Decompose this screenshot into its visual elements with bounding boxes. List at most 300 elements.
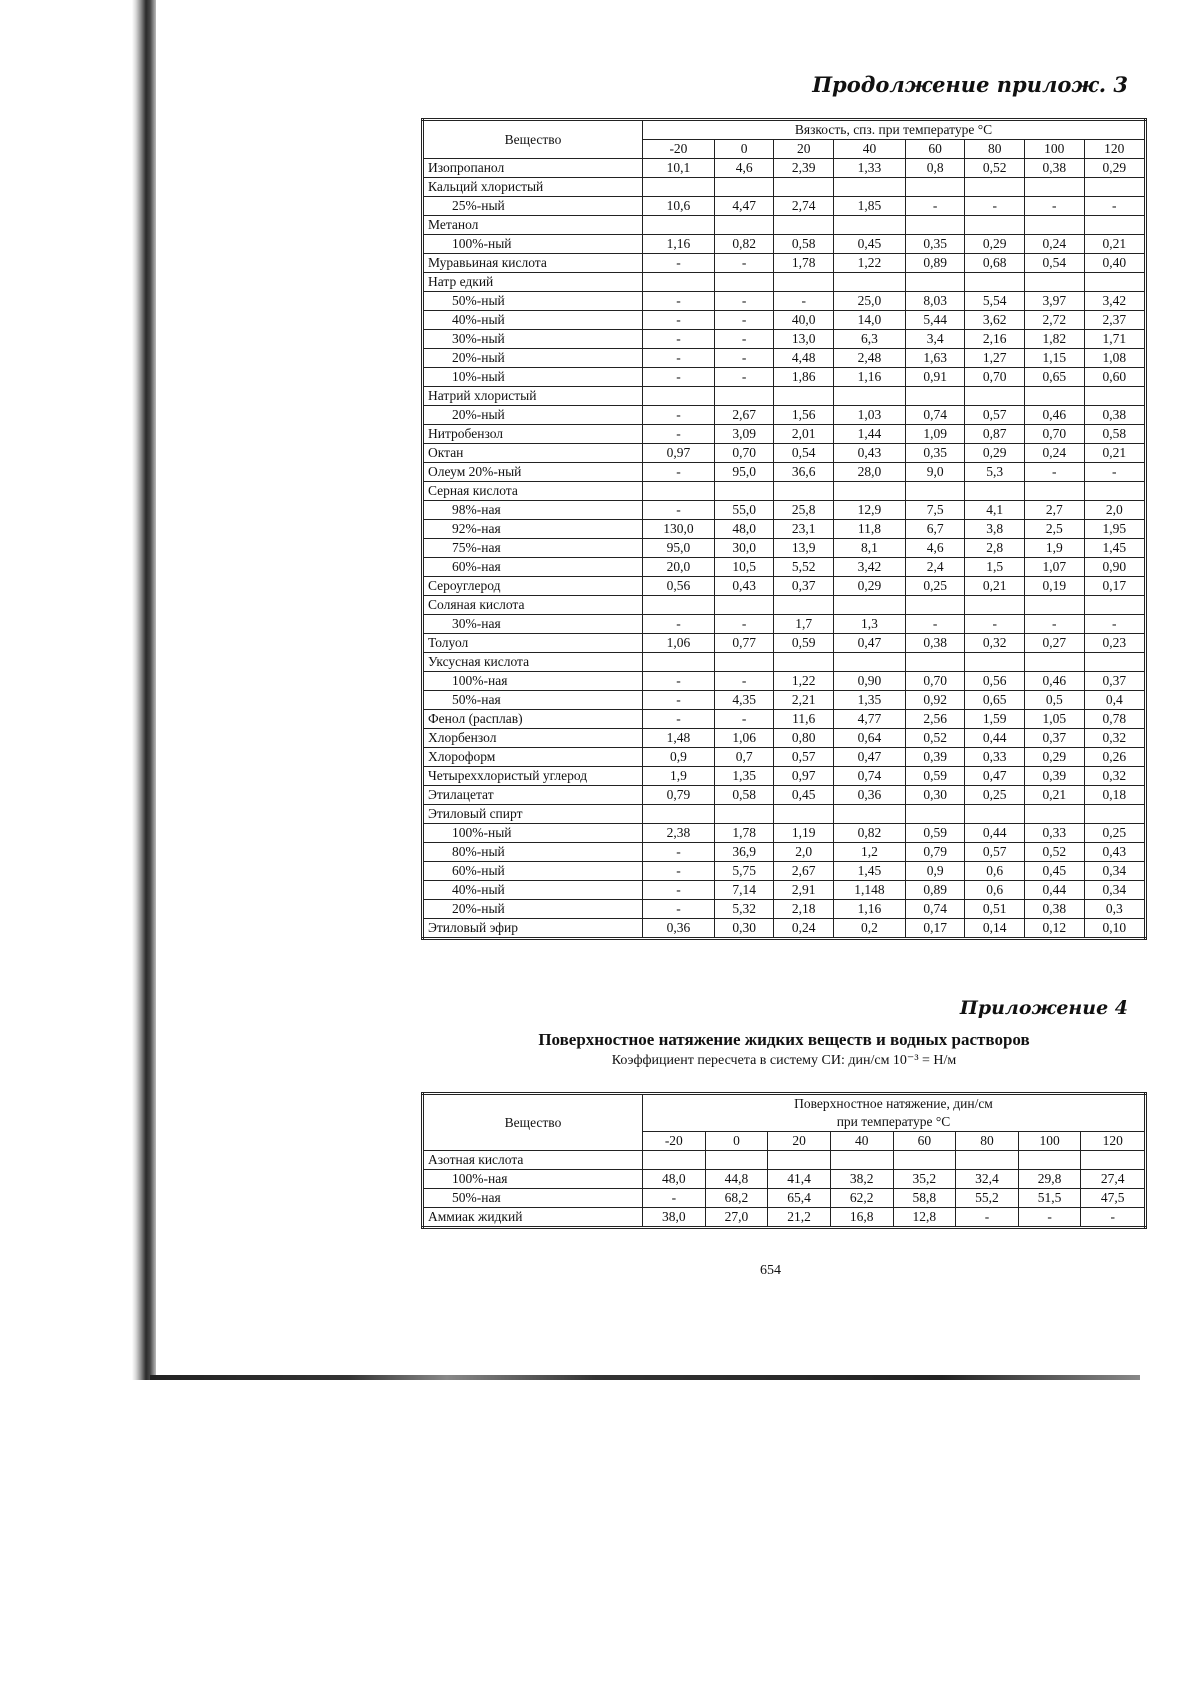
value-cell [1084, 653, 1145, 672]
value-cell [705, 1151, 768, 1170]
value-cell: 0,24 [1025, 444, 1085, 463]
value-cell: - [643, 615, 715, 634]
value-cell [834, 387, 906, 406]
table-row [423, 824, 1146, 843]
temperature-header-cell: 80 [965, 140, 1025, 159]
table-row [423, 1170, 1146, 1189]
value-cell: 5,52 [774, 558, 834, 577]
temperature-header-cell: 0 [705, 1132, 768, 1151]
substance-name-cell: Серная кислота [423, 482, 643, 501]
value-cell: 55,2 [956, 1189, 1019, 1208]
value-cell: 1,09 [905, 425, 965, 444]
value-cell: - [1025, 615, 1085, 634]
value-cell: 0,70 [1025, 425, 1085, 444]
value-cell: - [643, 501, 715, 520]
value-cell: 0,27 [1025, 634, 1085, 653]
value-cell: 0,90 [1084, 558, 1145, 577]
temperature-header-cell: 120 [1081, 1132, 1146, 1151]
value-cell [1025, 178, 1085, 197]
value-cell: 0,58 [714, 786, 774, 805]
value-cell: 0,33 [1025, 824, 1085, 843]
value-cell: 0,21 [1084, 235, 1145, 254]
value-cell: 0,43 [1084, 843, 1145, 862]
value-cell [893, 1151, 956, 1170]
value-cell: - [774, 292, 834, 311]
value-cell: 0,37 [1025, 729, 1085, 748]
substance-name-cell: 40%-ный [423, 311, 643, 330]
value-cell: - [643, 330, 715, 349]
value-cell [965, 596, 1025, 615]
value-cell: 2,8 [965, 539, 1025, 558]
value-cell: 0,45 [834, 235, 906, 254]
value-cell: 0,70 [714, 444, 774, 463]
value-cell: 3,8 [965, 520, 1025, 539]
value-cell: 0,35 [905, 444, 965, 463]
value-cell: 10,1 [643, 159, 715, 178]
value-cell [830, 1151, 893, 1170]
table-row [423, 197, 1146, 216]
value-cell: 5,32 [714, 900, 774, 919]
value-cell [1084, 482, 1145, 501]
value-cell: 0,47 [834, 634, 906, 653]
table-row [423, 919, 1146, 939]
value-cell: - [714, 615, 774, 634]
value-cell: 10,5 [714, 558, 774, 577]
value-cell: 0,52 [965, 159, 1025, 178]
value-cell: - [643, 900, 715, 919]
value-cell: 3,4 [905, 330, 965, 349]
value-cell: 0,30 [905, 786, 965, 805]
value-cell: 0,21 [1025, 786, 1085, 805]
value-cell: 5,75 [714, 862, 774, 881]
value-cell: 0,7 [714, 748, 774, 767]
value-cell [1025, 387, 1085, 406]
value-cell: 40,0 [774, 311, 834, 330]
value-cell: 1,78 [774, 254, 834, 273]
temperature-header-cell: -20 [643, 1132, 706, 1151]
value-cell: - [714, 330, 774, 349]
value-cell: 0,74 [905, 900, 965, 919]
value-cell: 0,65 [1025, 368, 1085, 387]
temperature-header-cell: 40 [834, 140, 906, 159]
value-cell: - [643, 463, 715, 482]
value-cell: 3,62 [965, 311, 1025, 330]
surface-tension-group-header [643, 1094, 1146, 1132]
value-cell: - [643, 292, 715, 311]
value-cell: - [714, 311, 774, 330]
value-cell: - [1025, 197, 1085, 216]
substance-header: Вещество [423, 1094, 643, 1151]
value-cell: 0,34 [1084, 862, 1145, 881]
value-cell: 0,29 [834, 577, 906, 596]
value-cell: 2,5 [1025, 520, 1085, 539]
value-cell: 48,0 [643, 1170, 706, 1189]
table-row [423, 349, 1146, 368]
value-cell: - [643, 881, 715, 900]
value-cell: - [714, 710, 774, 729]
value-cell: 0,44 [965, 824, 1025, 843]
value-cell: 0,3 [1084, 900, 1145, 919]
substance-name-cell: 30%-ная [423, 615, 643, 634]
value-cell: 0,17 [905, 919, 965, 939]
value-cell [774, 387, 834, 406]
substance-name-cell: 50%-ный [423, 292, 643, 311]
value-cell [965, 482, 1025, 501]
value-cell: 1,78 [714, 824, 774, 843]
page-number: 654 [760, 1263, 781, 1278]
substance-name-cell: Аммиак жидкий [423, 1208, 643, 1228]
value-cell: 0,23 [1084, 634, 1145, 653]
substance-name-cell: 75%-ная [423, 539, 643, 558]
substance-name-cell: Изопропанол [423, 159, 643, 178]
value-cell [1081, 1151, 1146, 1170]
value-cell: 0,14 [965, 919, 1025, 939]
temperature-header-cell: 100 [1018, 1132, 1081, 1151]
substance-name-cell: Хлорбензол [423, 729, 643, 748]
value-cell [643, 273, 715, 292]
value-cell: 0,9 [643, 748, 715, 767]
value-cell: - [714, 292, 774, 311]
value-cell: 35,2 [893, 1170, 956, 1189]
value-cell: 0,58 [774, 235, 834, 254]
temperature-header-cell: 60 [893, 1132, 956, 1151]
value-cell: - [965, 197, 1025, 216]
appendix-title: Приложение 4 [959, 997, 1128, 1019]
value-cell: 8,1 [834, 539, 906, 558]
table-row [423, 406, 1146, 425]
value-cell: 1,59 [965, 710, 1025, 729]
surface-tension-table-body [423, 1151, 1146, 1228]
value-cell: 1,35 [714, 767, 774, 786]
substance-name-cell: 20%-ный [423, 349, 643, 368]
substance-name-cell: 60%-ная [423, 558, 643, 577]
substance-name-cell: Метанол [423, 216, 643, 235]
value-cell: 0,59 [774, 634, 834, 653]
value-cell: 0,29 [1025, 748, 1085, 767]
value-cell: 1,48 [643, 729, 715, 748]
substance-name-cell: Этиловый спирт [423, 805, 643, 824]
value-cell: - [965, 615, 1025, 634]
substance-name-cell: 100%-ный [423, 824, 643, 843]
value-cell [1084, 387, 1145, 406]
value-cell: 38,0 [643, 1208, 706, 1228]
value-cell: 27,0 [705, 1208, 768, 1228]
surface-tension-table [421, 1092, 1147, 1229]
value-cell: 0,29 [965, 444, 1025, 463]
value-cell [714, 805, 774, 824]
value-cell: 95,0 [643, 539, 715, 558]
table-row [423, 862, 1146, 881]
value-cell: - [643, 311, 715, 330]
substance-name-cell: Толуол [423, 634, 643, 653]
value-cell: - [643, 710, 715, 729]
value-cell [905, 216, 965, 235]
value-cell: 14,0 [834, 311, 906, 330]
group-header-line1: Поверхностное натяжение, дин/см [794, 1096, 993, 1111]
substance-name-cell: 92%-ная [423, 520, 643, 539]
value-cell: - [643, 254, 715, 273]
value-cell: 0,58 [1084, 425, 1145, 444]
value-cell: - [643, 862, 715, 881]
table-row [423, 558, 1146, 577]
value-cell: 0,34 [1084, 881, 1145, 900]
value-cell [714, 482, 774, 501]
value-cell: 25,8 [774, 501, 834, 520]
value-cell: 36,6 [774, 463, 834, 482]
substance-name-cell: 20%-ный [423, 900, 643, 919]
viscosity-table [421, 118, 1147, 940]
substance-name-cell: Натр едкий [423, 273, 643, 292]
table-row [423, 1189, 1146, 1208]
table-row [423, 178, 1146, 197]
value-cell [1084, 178, 1145, 197]
value-cell: 0,18 [1084, 786, 1145, 805]
value-cell: 0,25 [905, 577, 965, 596]
value-cell: 68,2 [705, 1189, 768, 1208]
value-cell: 2,72 [1025, 311, 1085, 330]
table-row [423, 368, 1146, 387]
substance-name-cell: 98%-ная [423, 501, 643, 520]
substance-name-cell: Этилацетат [423, 786, 643, 805]
substance-name-cell: Фенол (расплав) [423, 710, 643, 729]
value-cell: 0,43 [834, 444, 906, 463]
value-cell: 1,15 [1025, 349, 1085, 368]
table-row [423, 1151, 1146, 1170]
value-cell: 6,7 [905, 520, 965, 539]
value-cell: 0,82 [834, 824, 906, 843]
value-cell: 2,01 [774, 425, 834, 444]
value-cell: 2,37 [1084, 311, 1145, 330]
value-cell: 0,36 [643, 919, 715, 939]
value-cell [1084, 273, 1145, 292]
value-cell: 2,21 [774, 691, 834, 710]
table-row [423, 653, 1146, 672]
value-cell: 1,9 [1025, 539, 1085, 558]
value-cell: - [1018, 1208, 1081, 1228]
value-cell: 4,47 [714, 197, 774, 216]
table-row [423, 311, 1146, 330]
value-cell: 0,44 [1025, 881, 1085, 900]
substance-name-cell: Хлороформ [423, 748, 643, 767]
value-cell: 1,85 [834, 197, 906, 216]
value-cell: - [643, 425, 715, 444]
value-cell: 0,82 [714, 235, 774, 254]
table-row [423, 482, 1146, 501]
substance-name-cell: Олеум 20%-ный [423, 463, 643, 482]
value-cell: 65,4 [768, 1189, 831, 1208]
table-row [423, 539, 1146, 558]
value-cell: 0,35 [905, 235, 965, 254]
value-cell: 0,38 [1025, 159, 1085, 178]
table-row [423, 425, 1146, 444]
value-cell [643, 482, 715, 501]
table-row [423, 786, 1146, 805]
value-cell [965, 653, 1025, 672]
value-cell: 0,90 [834, 672, 906, 691]
value-cell: 1,22 [774, 672, 834, 691]
substance-name-cell: 100%-ная [423, 1170, 643, 1189]
temperature-header-cell: 0 [714, 140, 774, 159]
value-cell [905, 178, 965, 197]
value-cell: 0,87 [965, 425, 1025, 444]
value-cell: 0,43 [714, 577, 774, 596]
value-cell [1025, 596, 1085, 615]
value-cell: 5,54 [965, 292, 1025, 311]
value-cell: 0,19 [1025, 577, 1085, 596]
value-cell: 0,57 [965, 406, 1025, 425]
value-cell: 0,51 [965, 900, 1025, 919]
table-row [423, 159, 1146, 178]
table-row [423, 387, 1146, 406]
temperature-header-cell: 100 [1025, 140, 1085, 159]
value-cell: 1,27 [965, 349, 1025, 368]
value-cell: 0,38 [1025, 900, 1085, 919]
substance-name-cell: 40%-ный [423, 881, 643, 900]
value-cell: 0,92 [905, 691, 965, 710]
value-cell: 0,91 [905, 368, 965, 387]
substance-name-cell: Октан [423, 444, 643, 463]
substance-name-cell: Уксусная кислота [423, 653, 643, 672]
value-cell: - [643, 406, 715, 425]
table-row [423, 292, 1146, 311]
value-cell: - [643, 843, 715, 862]
value-cell: 0,80 [774, 729, 834, 748]
value-cell: 1,44 [834, 425, 906, 444]
value-cell: 47,5 [1081, 1189, 1146, 1208]
value-cell [768, 1151, 831, 1170]
value-cell: 0,24 [774, 919, 834, 939]
value-cell [834, 596, 906, 615]
value-cell: 0,21 [1084, 444, 1145, 463]
value-cell: 0,25 [965, 786, 1025, 805]
value-cell: 0,12 [1025, 919, 1085, 939]
value-cell: - [643, 1189, 706, 1208]
table-row [423, 273, 1146, 292]
value-cell: 0,5 [1025, 691, 1085, 710]
value-cell: 23,1 [774, 520, 834, 539]
temperature-header-cell: 60 [905, 140, 965, 159]
value-cell: 0,33 [965, 748, 1025, 767]
value-cell: 1,71 [1084, 330, 1145, 349]
temperature-header-cell: 20 [768, 1132, 831, 1151]
value-cell: 1,05 [1025, 710, 1085, 729]
substance-name-cell: Сероуглерод [423, 577, 643, 596]
value-cell [834, 653, 906, 672]
value-cell: 0,39 [905, 748, 965, 767]
value-cell [774, 178, 834, 197]
value-cell [714, 596, 774, 615]
value-cell [1025, 805, 1085, 824]
value-cell: 0,10 [1084, 919, 1145, 939]
value-cell [965, 178, 1025, 197]
value-cell: 0,74 [834, 767, 906, 786]
value-cell: 2,48 [834, 349, 906, 368]
value-cell: 4,48 [774, 349, 834, 368]
value-cell: 1,06 [714, 729, 774, 748]
value-cell: 1,07 [1025, 558, 1085, 577]
value-cell: 3,42 [1084, 292, 1145, 311]
value-cell: 0,97 [774, 767, 834, 786]
value-cell [643, 216, 715, 235]
substance-name-cell: 80%-ный [423, 843, 643, 862]
temperature-header-cell: -20 [643, 140, 715, 159]
temperature-header-cell: 40 [830, 1132, 893, 1151]
value-cell [965, 216, 1025, 235]
value-cell [1025, 216, 1085, 235]
table-row [423, 330, 1146, 349]
table-row [423, 843, 1146, 862]
value-cell [714, 178, 774, 197]
value-cell: 13,9 [774, 539, 834, 558]
value-cell: 1,16 [643, 235, 715, 254]
value-cell: 1,2 [834, 843, 906, 862]
value-cell: 3,97 [1025, 292, 1085, 311]
value-cell: 0,17 [1084, 577, 1145, 596]
value-cell: 1,45 [834, 862, 906, 881]
temperature-header-cell: 120 [1084, 140, 1145, 159]
value-cell: 0,77 [714, 634, 774, 653]
value-cell: 28,0 [834, 463, 906, 482]
value-cell: 2,39 [774, 159, 834, 178]
table-row [423, 235, 1146, 254]
value-cell [774, 805, 834, 824]
value-cell: 0,37 [1084, 672, 1145, 691]
value-cell: 4,6 [714, 159, 774, 178]
value-cell: 2,4 [905, 558, 965, 577]
table-row [423, 748, 1146, 767]
value-cell: 0,45 [774, 786, 834, 805]
value-cell: 12,9 [834, 501, 906, 520]
value-cell [643, 1151, 706, 1170]
value-cell [774, 482, 834, 501]
value-cell [965, 273, 1025, 292]
substance-name-cell: 20%-ный [423, 406, 643, 425]
value-cell [643, 805, 715, 824]
value-cell: 0,79 [905, 843, 965, 862]
value-cell: 0,57 [965, 843, 1025, 862]
value-cell: 0,89 [905, 881, 965, 900]
value-cell: 0,74 [905, 406, 965, 425]
value-cell: - [905, 197, 965, 216]
table-row [423, 596, 1146, 615]
value-cell: - [956, 1208, 1019, 1228]
value-cell: 0,29 [1084, 159, 1145, 178]
substance-name-cell: Азотная кислота [423, 1151, 643, 1170]
value-cell: 0,39 [1025, 767, 1085, 786]
value-cell: 1,33 [834, 159, 906, 178]
value-cell: 1,148 [834, 881, 906, 900]
value-cell: 0,21 [965, 577, 1025, 596]
value-cell: 0,29 [965, 235, 1025, 254]
value-cell: 1,16 [834, 368, 906, 387]
value-cell: 1,45 [1084, 539, 1145, 558]
value-cell: - [1025, 463, 1085, 482]
value-cell: 1,06 [643, 634, 715, 653]
value-cell: 0,9 [905, 862, 965, 881]
value-cell: 51,5 [1018, 1189, 1081, 1208]
table-row [423, 615, 1146, 634]
value-cell [643, 178, 715, 197]
value-cell: - [643, 349, 715, 368]
value-cell: 0,60 [1084, 368, 1145, 387]
table-row [423, 463, 1146, 482]
value-cell: 4,6 [905, 539, 965, 558]
value-cell: 0,57 [774, 748, 834, 767]
value-cell: 0,89 [905, 254, 965, 273]
value-cell: 1,08 [1084, 349, 1145, 368]
value-cell: 2,91 [774, 881, 834, 900]
value-cell [905, 653, 965, 672]
